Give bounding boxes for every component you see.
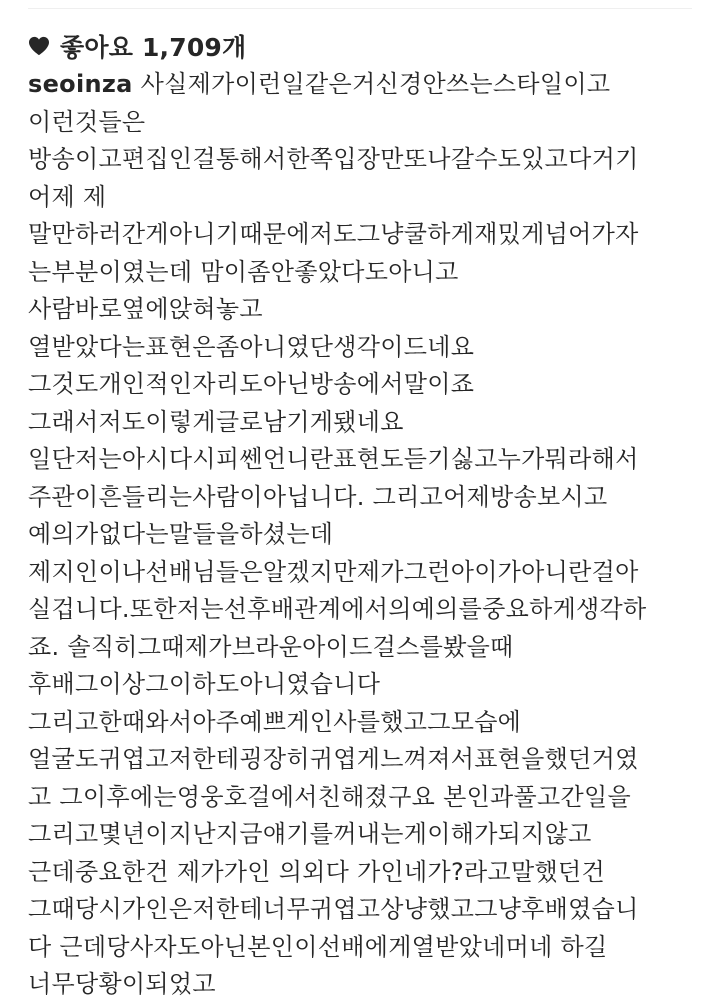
caption-line: 는부분이였는데 맘이좀안좋았다도아니고 — [28, 257, 459, 286]
caption-line: 일단저는아시다시피쎈언니란표현도듣기싫고누가뭐라해서 — [28, 445, 639, 473]
caption-text: 사실제가이런일같은거신경안쓰는스타일이고 — [140, 70, 611, 98]
caption-line: 이런것들은 — [28, 107, 146, 136]
caption-line: 그리고한때와서아주예쁘게인사를했고그모습에 — [28, 707, 522, 736]
caption-line: 그래서저도이렇게글로남기게됐네요 — [28, 407, 404, 436]
caption-line: 후배그이상그이하도아니였습니다 — [28, 670, 381, 698]
top-divider — [28, 8, 692, 9]
caption-line: 열받았다는표현은좀아니였단생각이드네요 — [28, 332, 475, 361]
caption-line: 주관이흔들리는사람이아닙니다. 그리고어제방송보시고 — [28, 482, 608, 511]
caption-line: 사람바로옆에앉혀놓고 — [28, 295, 263, 323]
caption-line: 제지인이나선배님들은알겠지만제가그런아이가아니란걸아 — [28, 557, 639, 586]
caption-line — [28, 66, 700, 104]
caption-line: 어제 제 — [28, 182, 107, 211]
caption-line: 말만하러간게아니기때문에저도그냥쿨하게재밌게넘어가자 — [28, 220, 639, 248]
caption-line: 그때당시가인은저한테너무귀엽고상냥했고그냥후배였습니 — [28, 895, 639, 923]
caption-line: 너무당황이되었고 — [28, 970, 216, 998]
caption-line: 방송이고편집인걸통해서한쪽입장만또나갈수도있고다거기 — [28, 145, 639, 173]
caption-line: 죠. 솔직히그때제가브라운아이드걸스를봤을때 — [28, 632, 514, 661]
caption-line: 예의가없다는말들을하셨는데 — [28, 520, 334, 548]
heart-icon[interactable] — [28, 36, 50, 56]
post-caption — [28, 66, 700, 1004]
caption-line: 그것도개인적인자리도아닌방송에서말이죠 — [28, 370, 475, 398]
caption-line: 고 그이후에는영웅호걸에서친해졌구요 본인과풀고간일을 — [28, 782, 631, 811]
caption-line: 얼굴도귀엽고저한테굉장히귀엽게느껴져서표현을했던거였 — [28, 745, 639, 773]
caption-line: 실겁니다.또한저는선후배관계에서의예의를중요하게생각하 — [28, 595, 647, 623]
caption-line: 근데중요한건 제가가인 의외다 가인네가?라고말했던건 — [28, 857, 605, 886]
caption-line: 그리고몇년이지난지금얘기를꺼내는게이해가되지않고 — [28, 820, 592, 848]
likes-row — [28, 26, 246, 66]
username-link[interactable]: seoinza — [28, 70, 133, 98]
caption-line: 다 근데당사자도아닌본인이선배에게열받았네머네 하길 — [28, 932, 608, 961]
likes-count[interactable]: 좋아요 1,709개 — [60, 33, 247, 62]
